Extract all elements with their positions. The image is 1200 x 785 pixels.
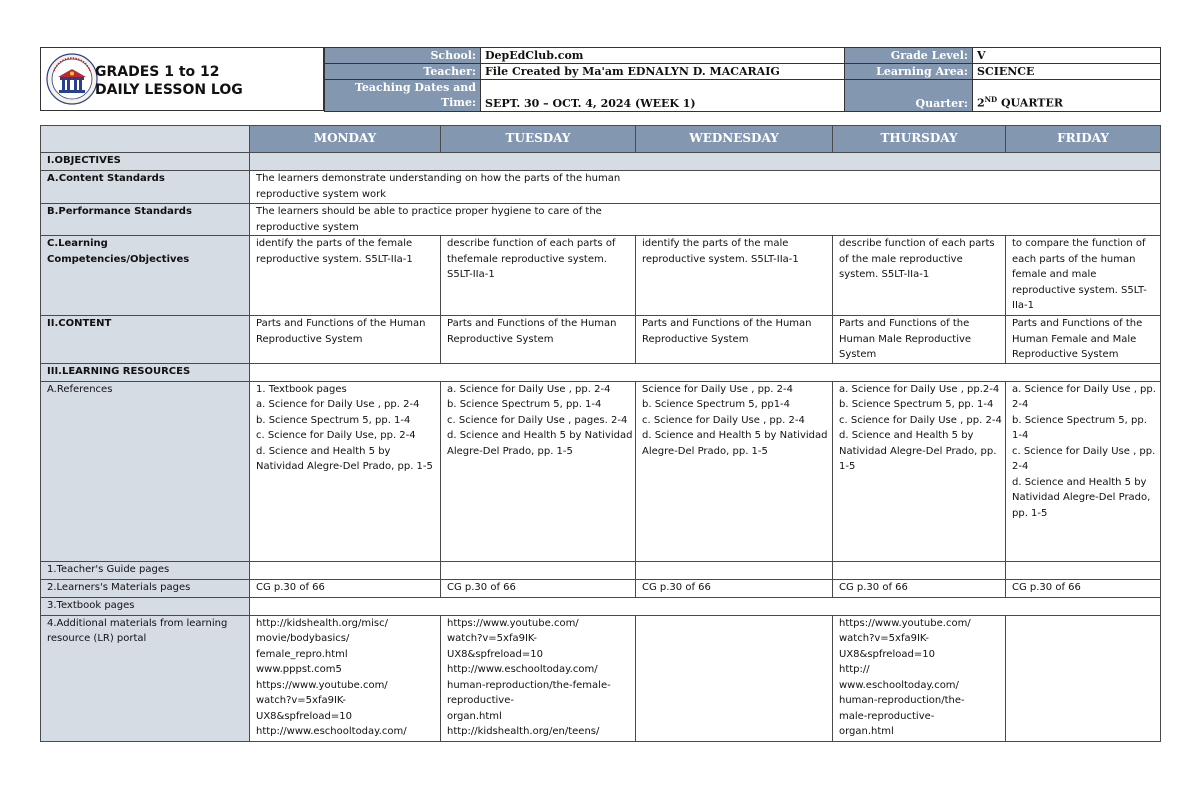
reference-item: c. Science for Daily Use, pp. 2-4 <box>256 430 416 441</box>
teacher-label: Teacher: <box>325 64 481 80</box>
day-thursday: THURSDAY <box>833 126 1006 153</box>
reference-item: a. Science for Daily Use , pp. 2-4 <box>256 399 420 410</box>
objectives-label: I.OBJECTIVES <box>41 153 250 171</box>
reference-item: d. Science and Health 5 by Natividad Alegre-Del Prado, pp. 1-5 <box>839 430 997 472</box>
references-wednesday <box>636 381 833 561</box>
learners-materials-row <box>41 579 1161 597</box>
resource-link[interactable]: reproductive- <box>447 695 514 706</box>
content-thursday: Parts and Functions of the Human Male Reproductive System <box>833 316 1006 364</box>
competencies-row <box>41 236 1161 316</box>
learners-materials-monday: CG p.30 of 66 <box>250 579 441 597</box>
content-standards-label: A.Content Standards <box>41 171 250 204</box>
content-friday: Parts and Functions of the Human Female and Male Reproductive System <box>1006 316 1161 364</box>
resource-link[interactable]: human-reproduction/the- <box>839 695 965 706</box>
learners-materials-wednesday: CG p.30 of 66 <box>636 579 833 597</box>
day-monday: MONDAY <box>250 126 441 153</box>
references-label: A.References <box>41 381 250 561</box>
teachers-guide-friday <box>1006 561 1161 579</box>
reference-item: d. Science and Health 5 by Natividad Alegre-Del Prado, pp. 1-5 <box>1012 476 1151 519</box>
teachers-guide-label: 1.Teacher's Guide pages <box>41 561 250 579</box>
learning-area-value: SCIENCE <box>973 64 1161 80</box>
learning-area-label: Learning Area: <box>845 64 973 80</box>
content-wednesday: Parts and Functions of the Human Reproductive System <box>636 316 833 364</box>
day-friday: FRIDAY <box>1006 126 1161 153</box>
day-header-row <box>41 126 1161 153</box>
learning-resources-fill <box>250 363 1161 381</box>
learners-materials-tuesday: CG p.30 of 66 <box>441 579 636 597</box>
teaching-dates-label: Teaching Dates and Time: <box>325 80 481 112</box>
content-standards-value: The learners demonstrate understanding on how the parts of the human reproductive system work <box>256 173 621 200</box>
competency-thursday: describe function of each parts of the male reproductive system. S5LT-IIa-1 <box>833 236 1006 316</box>
corner-cell <box>41 126 250 153</box>
teachers-guide-row <box>41 561 1161 579</box>
reference-item: a. Science for Daily Use , pp. 2-4 <box>1012 383 1156 410</box>
title-daily-lesson-log: DAILY LESSON LOG <box>95 82 243 98</box>
additional-tuesday <box>441 615 636 741</box>
reference-item: b. Science Spectrum 5, pp. 1-4 <box>1012 414 1147 441</box>
resource-link[interactable]: http://www.eschooltoday.com/ <box>447 664 598 675</box>
competency-tuesday: describe function of each parts of thefemale reproductive system. S5LT-IIa-1 <box>441 236 636 316</box>
performance-standards-value: The learners should be able to practice proper hygiene to care of the reproductive system <box>256 206 602 233</box>
resource-link[interactable]: human-reproduction/the-female- <box>447 679 611 691</box>
quarter-value <box>973 80 1161 112</box>
resource-link[interactable]: http://www.eschooltoday.com/ <box>256 726 407 737</box>
competency-monday: identify the parts of the female reproductive system. S5LT-IIa-1 <box>250 236 441 316</box>
title-grades: GRADES 1 to 12 <box>95 64 220 80</box>
reference-item: Science for Daily Use , pp. 2-4 <box>642 383 793 395</box>
resource-link[interactable]: https://www.youtube.com/ <box>256 679 388 691</box>
additional-wednesday <box>636 615 833 741</box>
reference-item: a. Science for Daily Use , pp. 2-4 <box>447 383 611 395</box>
deped-seal-icon <box>46 53 98 105</box>
additional-friday <box>1006 615 1161 741</box>
resource-link[interactable]: watch?v=5xfa9IK- <box>256 695 347 706</box>
additional-materials-label: 4.Additional materials from learning resource (LR) portal <box>41 615 250 741</box>
content-standards-row <box>41 171 1161 204</box>
teaching-dates-value: SEPT. 30 – OCT. 4, 2024 (WEEK 1) <box>481 80 845 112</box>
resource-link[interactable]: organ.html <box>839 726 894 737</box>
resource-link[interactable]: organ.html <box>447 710 502 722</box>
performance-standards-row <box>41 204 1161 236</box>
resource-link[interactable]: https://www.youtube.com/ <box>447 617 579 629</box>
content-tuesday: Parts and Functions of the Human Reproductive System <box>441 316 636 364</box>
teacher-value: File Created by Ma'am EDNALYN D. MACARAIG <box>481 64 845 80</box>
additional-thursday <box>833 615 1006 741</box>
reference-item: b. Science Spectrum 5, pp. 1-4 <box>447 399 602 410</box>
textbook-pages-fill <box>250 597 1161 615</box>
additional-materials-row <box>41 615 1161 741</box>
references-friday <box>1006 381 1161 561</box>
reference-item: b. Science Spectrum 5, pp. 1-4 <box>839 399 994 410</box>
references-thursday <box>833 381 1006 561</box>
competencies-label: C.Learning Competencies/Objectives <box>41 236 250 316</box>
content-standards-text <box>250 171 1161 204</box>
learners-materials-thursday: CG p.30 of 66 <box>833 579 1006 597</box>
objectives-row <box>41 153 1161 171</box>
reference-item: b. Science Spectrum 5, pp1-4 <box>642 399 791 410</box>
resource-link[interactable]: UX8&spfreload=10 <box>839 648 935 660</box>
school-label: School: <box>325 48 481 64</box>
content-label: II.CONTENT <box>41 316 250 364</box>
reference-item: c. Science for Daily Use , pp. 2-4 <box>839 414 1002 426</box>
reference-item: d. Science and Health 5 by Natividad Alegre-Del Prado, pp. 1-5 <box>447 430 633 457</box>
learners-materials-friday: CG p.30 of 66 <box>1006 579 1161 597</box>
reference-item: d. Science and Health 5 by Natividad Alegre-Del Prado, pp. 1-5 <box>256 445 433 472</box>
references-tuesday <box>441 381 636 561</box>
resource-link[interactable]: male-reproductive- <box>839 710 935 722</box>
teachers-guide-thursday <box>833 561 1006 579</box>
resource-link[interactable]: female_repro.html <box>256 648 348 660</box>
resource-link[interactable]: watch?v=5xfa9IK- <box>447 633 538 644</box>
resource-link[interactable]: watch?v=5xfa9IK- <box>839 633 930 644</box>
reference-item: 1. Textbook pages <box>256 383 347 395</box>
grade-level-value: V <box>973 48 1161 64</box>
quarter-number: 2 <box>977 97 985 110</box>
textbook-pages-label: 3.Textbook pages <box>41 597 250 615</box>
reference-item: a. Science for Daily Use , pp.2-4 <box>839 383 1000 395</box>
day-wednesday: WEDNESDAY <box>636 126 833 153</box>
lesson-log-table <box>40 125 1161 742</box>
resource-link[interactable]: https://www.youtube.com/ <box>839 617 971 629</box>
references-monday <box>250 381 441 561</box>
header-title-block <box>40 47 324 111</box>
content-row <box>41 316 1161 364</box>
reference-item: c. Science for Daily Use , pages. 2-4 <box>447 414 628 426</box>
additional-monday <box>250 615 441 741</box>
learning-resources-row <box>41 363 1161 381</box>
resource-link[interactable]: http://kidshealth.org/en/teens/ <box>447 726 600 737</box>
references-row <box>41 381 1161 561</box>
teachers-guide-tuesday <box>441 561 636 579</box>
reference-item: b. Science Spectrum 5, pp. 1-4 <box>256 414 411 426</box>
teachers-guide-wednesday <box>636 561 833 579</box>
reference-item: c. Science for Daily Use , pp. 2-4 <box>642 414 805 426</box>
performance-standards-label: B.Performance Standards <box>41 204 250 236</box>
learners-materials-label: 2.Learners's Materials pages <box>41 579 250 597</box>
competency-friday: to compare the function of each parts of the human female and male reproductive system. S5LT-IIa-1 <box>1006 236 1161 316</box>
textbook-pages-row <box>41 597 1161 615</box>
quarter-suffix: ND <box>984 95 998 105</box>
resource-link[interactable]: http://kidshealth.org/misc/ <box>256 617 388 629</box>
content-monday: Parts and Functions of the Human Reproductive System <box>250 316 441 364</box>
objectives-fill <box>250 153 1161 171</box>
header-info-table <box>324 47 1161 112</box>
quarter-label: Quarter: <box>845 80 973 112</box>
reference-item: c. Science for Daily Use , pp. 2-4 <box>1012 445 1156 472</box>
resource-link[interactable]: movie/bodybasics/ <box>256 633 350 644</box>
resource-link[interactable]: UX8&spfreload=10 <box>447 648 543 660</box>
reference-item: d. Science and Health 5 by Natividad Alegre-Del Prado, pp. 1-5 <box>642 430 828 457</box>
learning-resources-label: III.LEARNING RESOURCES <box>41 363 250 381</box>
resource-link[interactable]: www.pppst.com5 <box>256 664 342 675</box>
performance-standards-text <box>250 204 1161 236</box>
competency-wednesday: identify the parts of the male reproductive system. S5LT-IIa-1 <box>636 236 833 316</box>
grade-level-label: Grade Level: <box>845 48 973 64</box>
quarter-word: QUARTER <box>1000 97 1063 110</box>
day-tuesday: TUESDAY <box>441 126 636 153</box>
school-value: DepEdClub.com <box>481 48 845 64</box>
resource-link[interactable]: http:// <box>839 664 870 675</box>
resource-link[interactable]: www.eschooltoday.com/ <box>839 679 959 691</box>
teachers-guide-monday <box>250 561 441 579</box>
resource-link[interactable]: UX8&spfreload=10 <box>256 710 352 722</box>
